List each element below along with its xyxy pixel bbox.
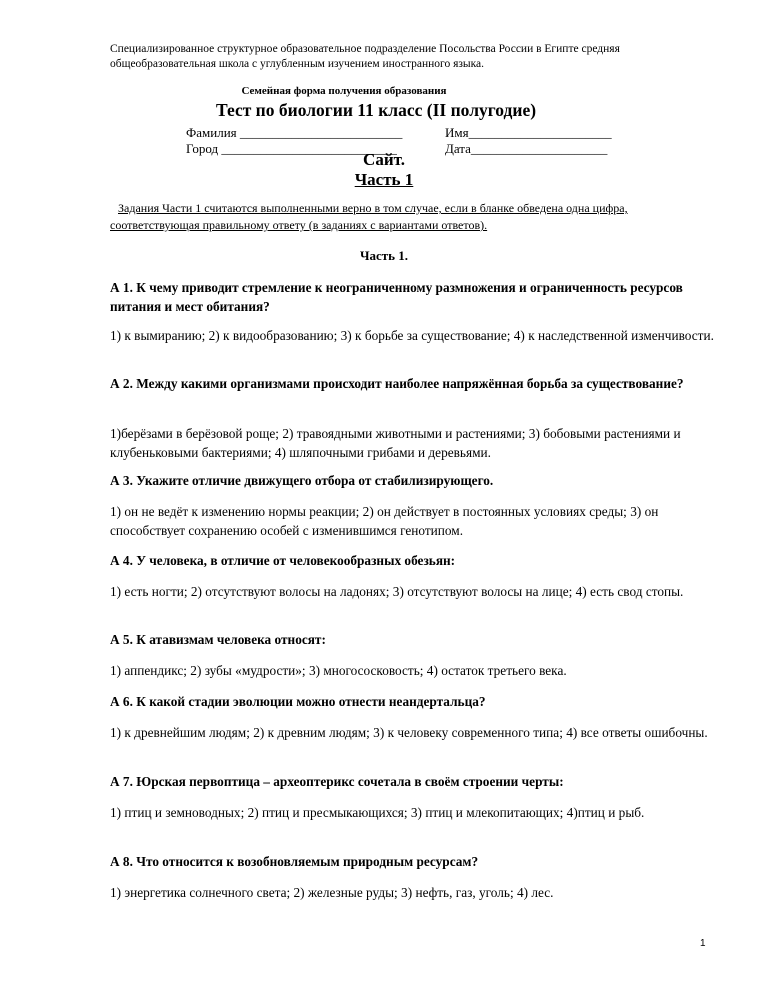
page-number: 1 [700,938,706,949]
question-2: А 2. Между какими организмами происходит наиболее напряжённая борьба за существование? [110,376,684,391]
city-field: Город ___________________________ [186,141,397,156]
name-field: Имя______________________ [445,125,612,140]
part-heading: Часть 1 [354,170,414,189]
site-label: Сайт. [363,150,405,169]
answer-3: 1) он не ведёт к изменению нормы реакции; 2) он действует в постоянных условиях среды; 3) он способствует сохранению особей с изменившимся генотипом. [110,504,659,538]
answer-8: 1) энергетика солнечного света; 2) железные руды; 3) нефть, газ, уголь; 4) лес. [110,885,554,900]
institution-header: Специализированное структурное образовательное подразделение Посольства России в Египте средняя общеобразовательная школа с углубленным изучением иностранного языка. [110,43,620,70]
question-8: А 8. Что относится к возобновляемым природным ресурсам? [110,854,479,869]
family-form-label: Семейная форма получения образования [241,85,447,97]
surname-field: Фамилия _________________________ [186,125,403,140]
answer-2: 1)берёзами в берёзовой роще; 2) травоядными животными и растениями; 3) бобовыми растениями и клубеньковыми бактериями; 4) шляпочными грибами и деревьями. [110,426,681,460]
answer-6: 1) к древнейшим людям; 2) к древним людям; 3) к человеку современного типа; 4) все ответы ошибочны. [110,725,708,740]
question-5: А 5. К атавизмам человека относят: [110,632,326,647]
answer-7: 1) птиц и земноводных; 2) птиц и пресмыкающихся; 3) птиц и млекопитающих; 4)птиц и рыб. [110,805,645,820]
intro-text: Задания Части 1 считаются выполненными верно в том случае, если в бланке обведена одна цифра, соответствующая правильному ответу (в заданиях с вариантами ответов). [110,201,628,232]
answer-5: 1) аппендикс; 2) зубы «мудрости»; 3) многососковость; 4) остаток третьего века. [110,663,567,678]
part-heading-2: Часть 1. [359,248,409,263]
answer-4: 1) есть ногти; 2) отсутствуют волосы на ладонях; 3) отсутствуют волосы на лице; 4) есть свод стопы. [110,584,684,599]
date-field: Дата_____________________ [445,141,608,156]
answer-1: 1) к вымиранию; 2) к видообразованию; 3) к борьбе за существование; 4) к наследственной изменчивости. [110,328,714,343]
question-6: А 6. К какой стадии эволюции можно отнести неандертальца? [110,694,486,709]
question-1: А 1. К чему приводит стремление к неограниченному размножения и ограниченность ресурсов питания и мест обитания? [110,280,683,314]
question-7: А 7. Юрская первоптица – археоптерикс сочетала в своём строении черты: [110,774,564,789]
question-4: А 4. У человека, в отличие от человекообразных обезьян: [110,553,456,568]
test-title: Тест по биологии 11 класс (II полугодие) [215,100,537,120]
question-3: А 3. Укажите отличие движущего отбора от стабилизирующего. [110,473,494,488]
